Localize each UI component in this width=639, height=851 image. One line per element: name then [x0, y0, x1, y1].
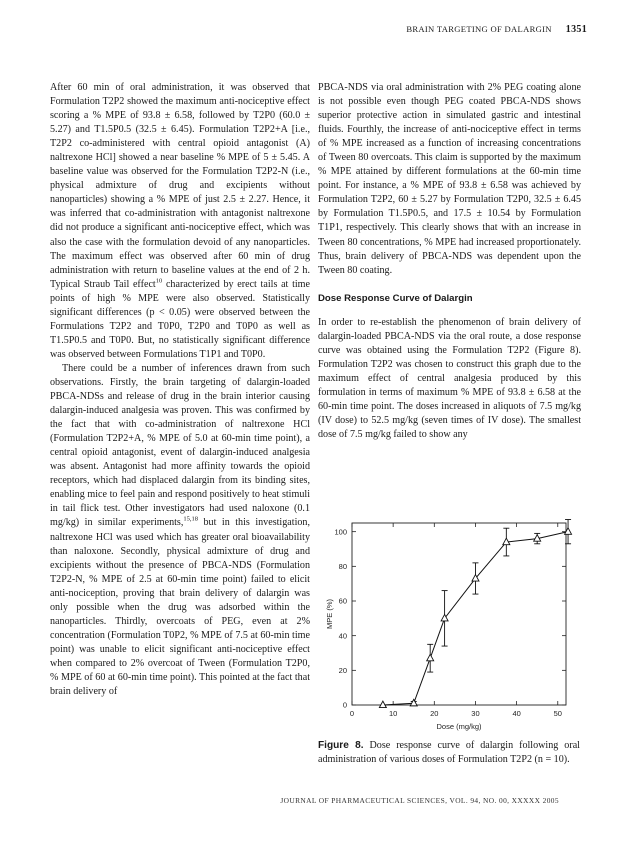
figure-8 — [318, 515, 581, 735]
y-tick-label: 60 — [338, 596, 347, 606]
y-tick-label: 0 — [342, 700, 347, 710]
data-point-triangle — [427, 654, 434, 661]
x-tick-label: 30 — [471, 709, 480, 718]
y-axis-label: MPE (%) — [325, 599, 334, 629]
left-paragraph-1: After 60 min of oral administration, it was observed that Formulation T2P2 showed the maximum anti-nociceptive effect scoring a % MPE of 93.8 ± 6.58, followed by T2P0 (60.0 ± 5.27) and T1.5P0.5 (32.5 ± 6.45). Formulation T2P2+A [i.e., T2P2 co-administered with central opioid antagonist (A) naltrexone HCl] showed a near baseline % MPE of 5 ± 5.45. A baseline value was observed for the Formulation T2P2-N (i.e., physical admixture of drug and excipients without nanoparticles) showing a % MPE of just 2.5 ± 2.27. Hence, it was inferred that co-administration with antagonist naltrexone did not produce a significant anti-nociceptive effect, which was also the case with the formulation devoid of any nanoparticles. The maximum effect was observed after 60 min of drug administration with return to baseline values at the end of 2 h. Typical Straub Tail effect$^{10}$ characterized by erect tails at time points of high % MPE were also observed. Statistically significant differences (p < 0.05) were observed between the Formulations T2P2 and T0P0, T2P0 and T0P0 as well as T1.5P0.5 and T0P0. But, no statistically significant difference was observed between Formulations T1P1 and T0P0. — [50, 82, 311, 360]
right-paragraph-2: In order to re-establish the phenomenon of brain delivery of dalargin-loaded PBCA-NDS via the oral route, a dose response curve was obtained using the Formulation T2P2 (Figure 8). Formulation T2P2 was chosen to construct this graph due to the maximum effect of central analgesia produced by this formulation in terms of maximum % MPE of 93.8 ± 6.58 at the 60-min time point. The doses increased in aliquots of 7.5 mg/kg (IV dose) to 52.5 mg/kg (seven times of IV dose). The smallest dose of 7.5 mg/kg failed to show any — [318, 316, 581, 441]
x-tick-label: 20 — [430, 709, 439, 718]
figure-caption — [318, 739, 580, 767]
data-point-triangle — [379, 701, 386, 708]
y-tick-label: 80 — [338, 561, 347, 571]
x-axis-label: Dose (mg/kg) — [436, 722, 482, 731]
x-tick-label: 50 — [553, 709, 562, 718]
figure-label: Figure 8. — [318, 740, 364, 751]
y-tick-label: 20 — [338, 665, 347, 675]
left-paragraph-2: There could be a number of inferences drawn from such observations. Firstly, the brain targeting of dalargin-loaded PBCA-NDSs and release of drug in the brain interior causing dalargin-induced analgesia was proven. This was confirmed by the fact that with co-administration of naltrexone HCl (Formulation T2P2+A, % MPE of 5.0 at 60-min time point), a central opioid antagonist, event of dalargin-induced analgesia was absent. Antagonist had more affinity towards the opioid receptors, which had displaced dalargin from its binding sites, enabling mice to feel pain and respond positively to heat stimuli in tail flick test. Other investigators had used naloxone (0.1 mg/kg) in similar experiments,$^{15,18}$ but in this investigation, naltrexone HCl was used which has greater oral bioavailability than naloxone. Secondly, physical admixture of drug and excipients without the presence of PBCA-NDS (Formulation T2P2-N, % MPE of 2.5 at 60-min time point) failed to elicit anti-nociception, proving that brain delivery of dalargin was only possible when the drug was adsorbed within the nanoparticles. Thirdly, overcoats of PEG, even at 2% concentration (Formulation T0P2, % MPE of 7.5 at 60-min time point) was unable to elicit significant anti-nociceptive effect when compared to 2% overcoat of Tween (Formulation T2P0, % MPE of 60 at 60-min time point). This pointed at the fact that brain delivery of — [50, 362, 310, 698]
plot-frame — [352, 523, 566, 705]
running-header — [406, 24, 587, 35]
figure-caption-text: Dose response curve of dalargin following oral administration of various doses of Formulation T2P2 (n = 10). — [318, 740, 580, 766]
series-line — [383, 532, 568, 705]
x-tick-label: 0 — [349, 709, 355, 718]
y-tick-label: 100 — [334, 527, 347, 537]
dose-response-chart — [318, 515, 581, 735]
x-tick-label: 40 — [512, 709, 521, 718]
y-tick-label: 40 — [338, 631, 347, 641]
page-number: 1351 — [565, 24, 587, 35]
section-heading: Dose Response Curve of Dalargin — [318, 292, 473, 304]
right-column — [318, 81, 581, 442]
running-title: BRAIN TARGETING OF DALARGIN — [406, 24, 552, 34]
journal-footer: JOURNAL OF PHARMACEUTICAL SCIENCES, VOL. 94, NO. 00, XXXXX 2005 — [280, 796, 559, 805]
left-column — [50, 81, 310, 699]
citation-ref: 15,18 — [183, 516, 199, 524]
right-paragraph-1: PBCA-NDS via oral administration with 2% PEG coating alone is not possible even though PEG coated PBCA-NDS shows superior protective action in simulated gastric and intestinal fluids. Fourthly, the increase of anti-nociceptive effect in terms of % MPE increased as a function of increasing concentrations of Tween 80 overcoats. This claim is supported by the maximum % MPE attained by different formulations at the 60-min time point. For instance, a % MPE of 93.8 ± 6.58 was achieved by Formulation T2P2, 60 ± 5.27 by Formulation T2P0, 32.5 ± 6.45 by Formulation T1.5P0.5, and 17.5 ± 10.54 by Formulation T1P1, respectively. This clearly shows that with an increase in Tween 80 concentrations, % MPE had increased proportionately. Thus, brain delivery of PBCA-NDS was dependent upon the Tween 80 coating. — [318, 82, 581, 276]
citation-ref: 10 — [155, 277, 163, 285]
data-point-triangle — [410, 699, 417, 706]
x-tick-label: 10 — [388, 709, 398, 718]
